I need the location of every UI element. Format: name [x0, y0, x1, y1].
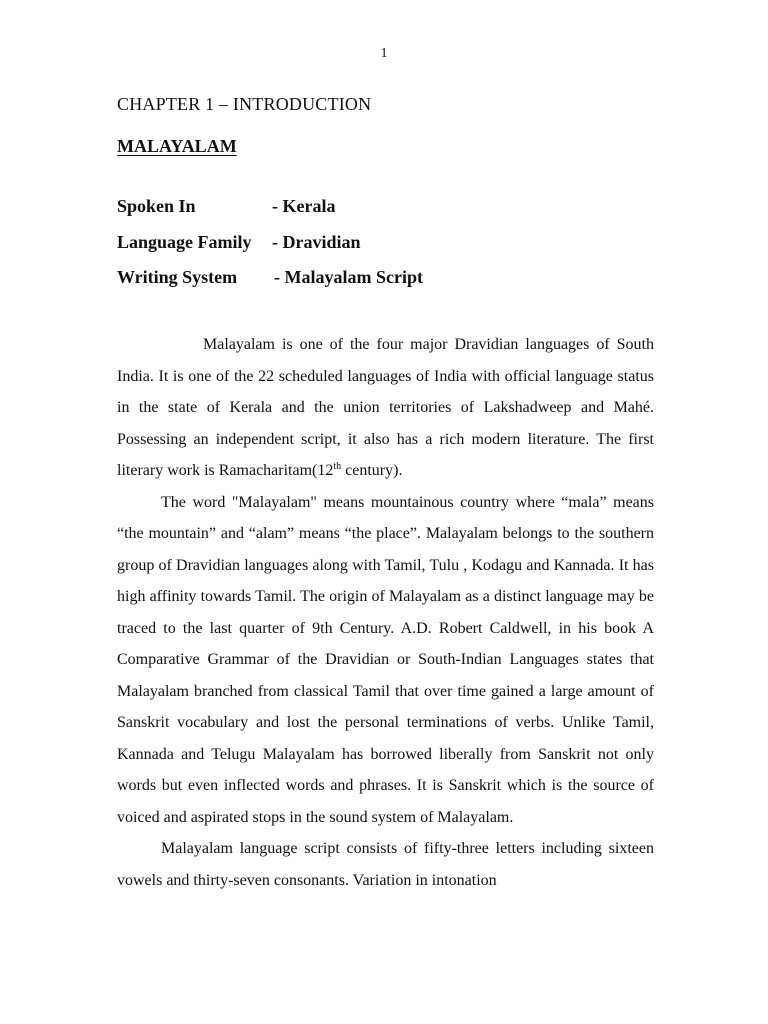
chapter-title: CHAPTER 1 – INTRODUCTION [117, 94, 372, 114]
paragraph-1-superscript: th [333, 461, 342, 472]
paragraph-1-tail: century). [341, 462, 403, 479]
paragraph-1-text: Malayalam is one of the four major Dravidian languages of South India. It is one of the 22 scheduled languages of India with official language status in the state of Kerala and the union territories of Lakshadweep and Mahé. Possessing an independent script, it also has a rich modern literature. The first literary work is Ramacharitam(12 [117, 336, 654, 479]
fact-label-language-family: Language Family [117, 231, 252, 252]
fact-label-spoken-in: Spoken In [117, 196, 196, 216]
paragraph-1 [117, 329, 654, 487]
fact-value-language-family: - Dravidian [272, 231, 361, 252]
paragraph-3: Malayalam language script consists of fifty-three letters including sixteen vowels and thirty-seven consonants. Variation in intonation [117, 840, 654, 889]
section-heading: MALAYALAM [117, 136, 237, 156]
page-number: 1 [380, 46, 388, 61]
fact-value-spoken-in: - Kerala [272, 196, 336, 216]
paragraph-2: The word "Malayalam" means mountainous country where “mala” means “the mountain” and “alam” means “the place”. Malayalam belongs to the southern group of Dravidian languages along with Tamil, Tulu , Kodagu and Kannada. It has high affinity towards Tamil. The origin of Malayalam as a distinct language may be traced to the last quarter of 9th Century. A.D. Robert Caldwell, in his book A Comparative Grammar of the Dravidian or South-Indian Languages states that Malayalam branched from classical Tamil that over time gained a large amount of Sanskrit vocabulary and lost the personal terminations of verbs. Unlike Tamil, Kannada and Telugu Malayalam has borrowed liberally from Sanskrit not only words but even inflected words and phrases. It is Sanskrit which is the source of voiced and aspirated stops in the sound system of Malayalam. [117, 493, 654, 826]
body-text [117, 329, 654, 896]
fact-value-writing-system: - Malayalam Script [274, 267, 423, 287]
fact-label-writing-system: Writing System [117, 267, 238, 287]
